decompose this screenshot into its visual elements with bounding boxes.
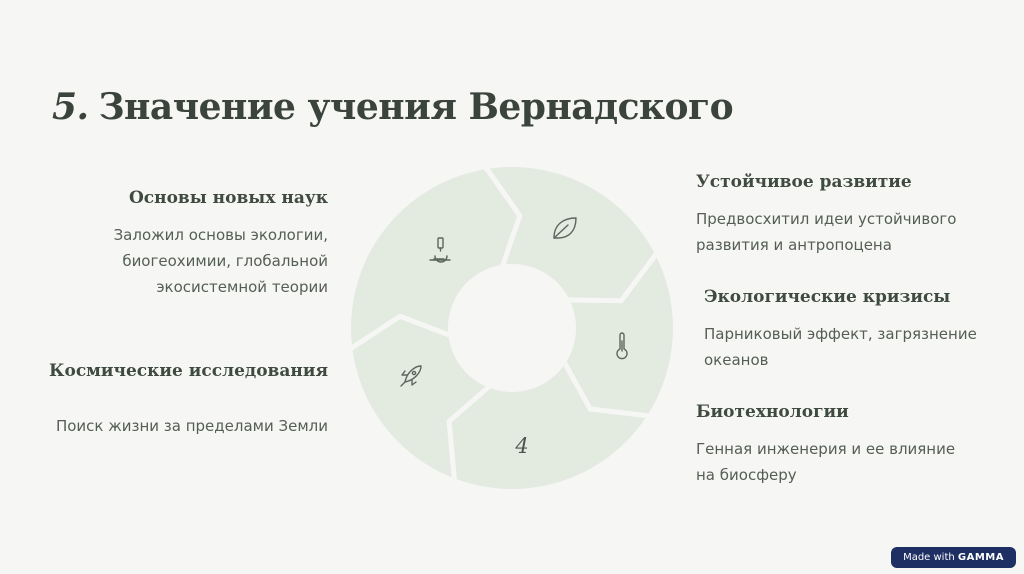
- title-text: Значение учения Вернадского: [98, 86, 734, 128]
- item-line: развития и антропоцена: [696, 236, 892, 254]
- item-sustainable-development: [696, 172, 956, 258]
- item-line: Генная инженерия и ее влияние: [696, 440, 956, 458]
- item-line: Предвосхитил идеи устойчивого: [696, 210, 957, 228]
- item-ecological-crises: [704, 287, 977, 373]
- item-heading: Устойчивое развитие: [696, 172, 912, 192]
- badge-prefix: Made with: [903, 552, 955, 563]
- item-line: биогеохимии, глобальной: [122, 252, 328, 270]
- cycle-diagram: [350, 166, 674, 490]
- item-heading: Основы новых наук: [128, 188, 328, 208]
- cycle-center: [448, 264, 576, 392]
- cycle-number-label: 4: [515, 434, 529, 458]
- item-line: на биосферу: [696, 466, 797, 484]
- title-number: 5.: [52, 86, 89, 128]
- item-space-research: [49, 361, 328, 439]
- item-line: Заложил основы экологии,: [113, 226, 328, 244]
- item-heading: Космические исследования: [49, 361, 328, 381]
- item-line: Поиск жизни за пределами Земли: [55, 417, 328, 435]
- item-foundations: [114, 188, 328, 300]
- item-heading: Экологические кризисы: [704, 287, 951, 307]
- item-heading: Биотехнологии: [696, 402, 849, 422]
- badge-brand: GAMMA: [957, 552, 1004, 563]
- item-line: Парниковый эффект, загрязнение: [704, 325, 977, 343]
- made-with-gamma-badge[interactable]: [891, 547, 1016, 568]
- page-title: [52, 86, 733, 128]
- item-biotechnology: [696, 402, 955, 488]
- item-line: океанов: [704, 351, 769, 369]
- item-line: экосистемной теории: [156, 278, 328, 296]
